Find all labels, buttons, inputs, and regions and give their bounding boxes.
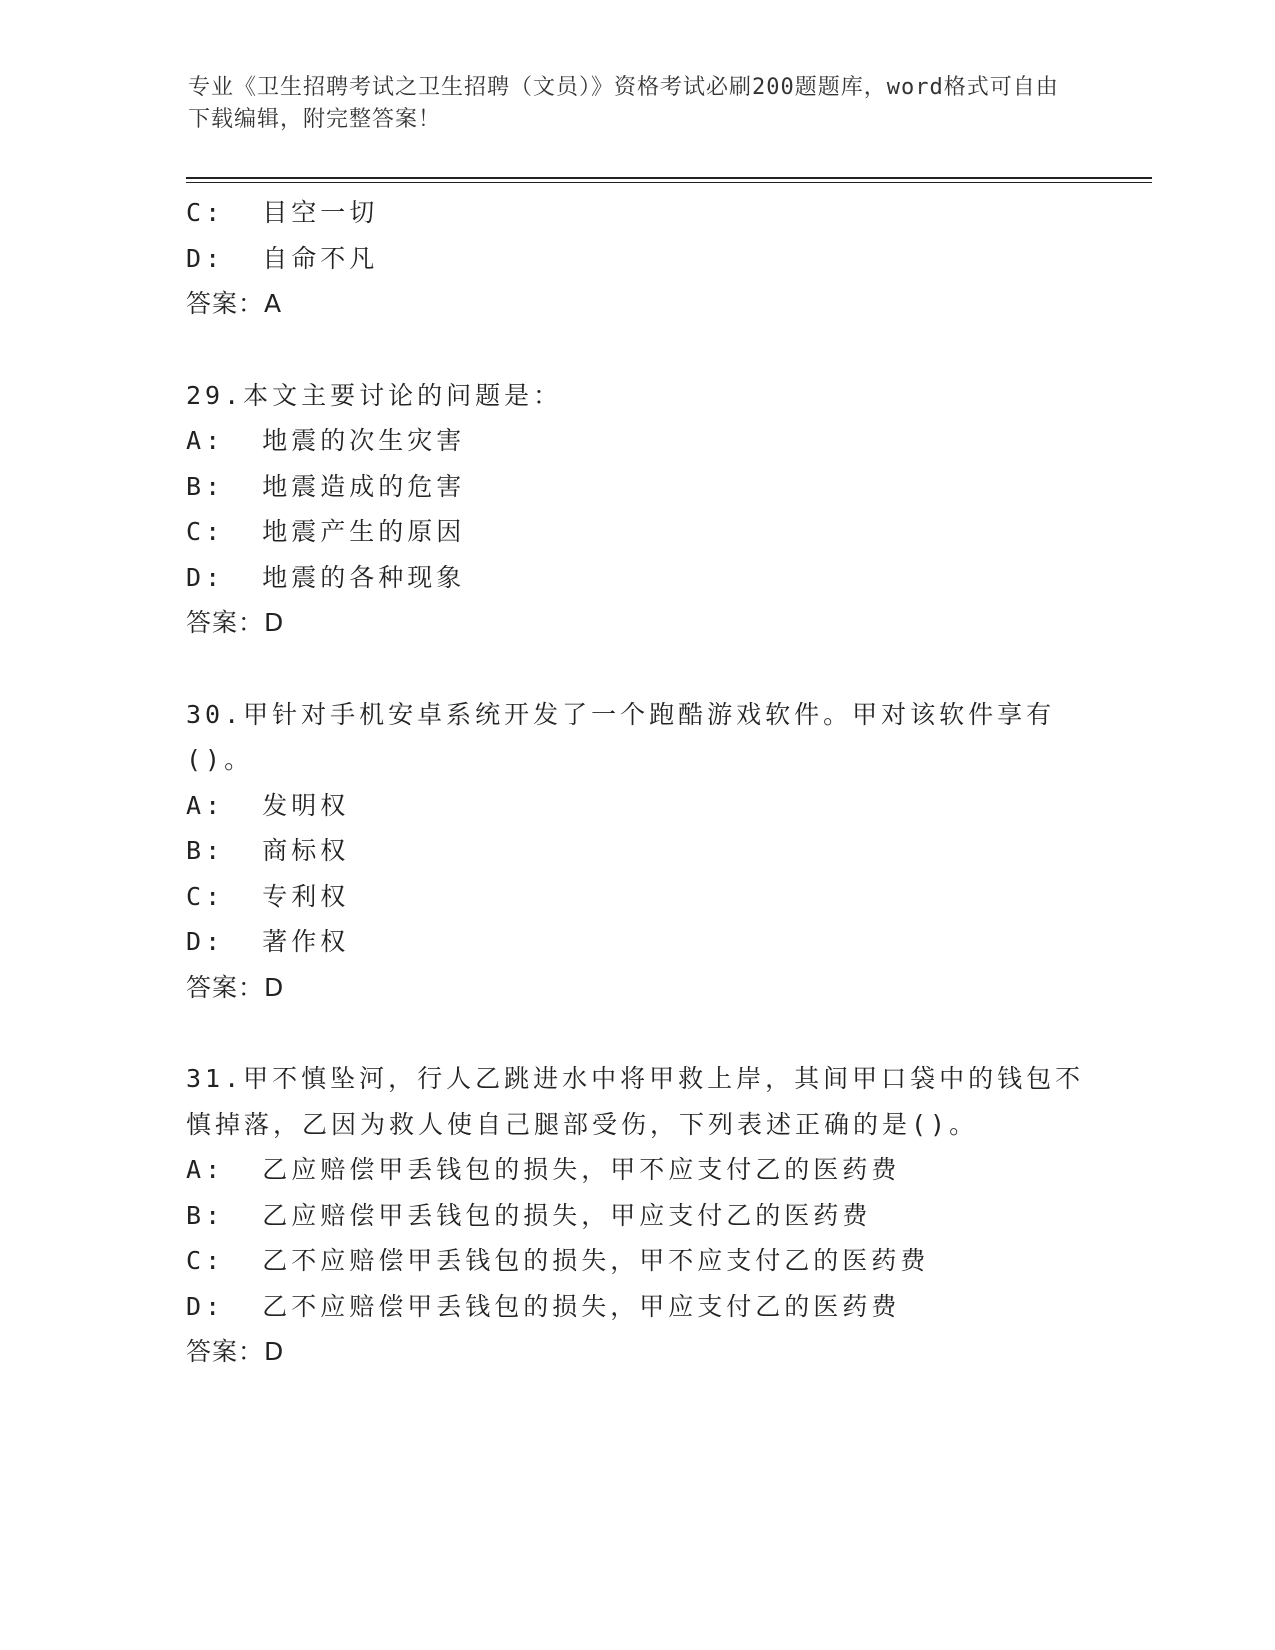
option-d: D: 著作权 [186,927,350,956]
option-d: D: 乙不应赔偿甲丢钱包的损失，甲应支付乙的医药费 [186,1291,901,1321]
option-b: B: 商标权 [186,836,350,865]
option-d: D: 地震的各种现象 [186,562,466,592]
option-c: C: 地震产生的原因 [186,517,466,546]
question-31 [186,1056,1086,1375]
header-rule-thick [186,177,1152,179]
option-a: A: 发明权 [186,790,350,820]
option-a: A: 乙应赔偿甲丢钱包的损失，甲不应支付乙的医药费 [186,1155,901,1184]
option-d: D: 自命不凡 [186,243,379,273]
option-c: C: 专利权 [186,881,350,911]
document-header: 专业《卫生招聘考试之卫生招聘（文员）》资格考试必刷200题题库，word格式可自由下载编辑，附完整答案！ [188,75,1059,132]
answer-line: 答案：A [186,289,283,318]
question-stem: 29.本文主要讨论的问题是： [186,380,563,410]
question-30 [186,692,1086,1011]
question-partial [186,190,1086,327]
answer-line: 答案：D [186,1337,285,1366]
option-c: C: 乙不应赔偿甲丢钱包的损失，甲不应支付乙的医药费 [186,1246,930,1275]
option-c: C: 目空一切 [186,198,379,227]
answer-line: 答案：D [186,608,285,637]
option-b: B: 乙应赔偿甲丢钱包的损失，甲应支付乙的医药费 [186,1200,872,1230]
question-29 [186,373,1086,646]
header-rule-thin [186,182,1152,183]
question-stem: 31.甲不慎坠河，行人乙跳进水中将甲救上岸，其间甲口袋中的钱包不慎掉落，乙因为救人使自己腿部受伤，下列表述正确的是()。 [186,1064,1085,1139]
question-stem: 30.甲针对手机安卓系统开发了一个跑酷游戏软件。甲对该软件享有()。 [186,699,1056,774]
option-a: A: 地震的次生灾害 [186,426,466,455]
option-b: B: 地震造成的危害 [186,471,466,501]
question-list [186,190,1086,1375]
answer-line: 答案：D [186,972,285,1002]
